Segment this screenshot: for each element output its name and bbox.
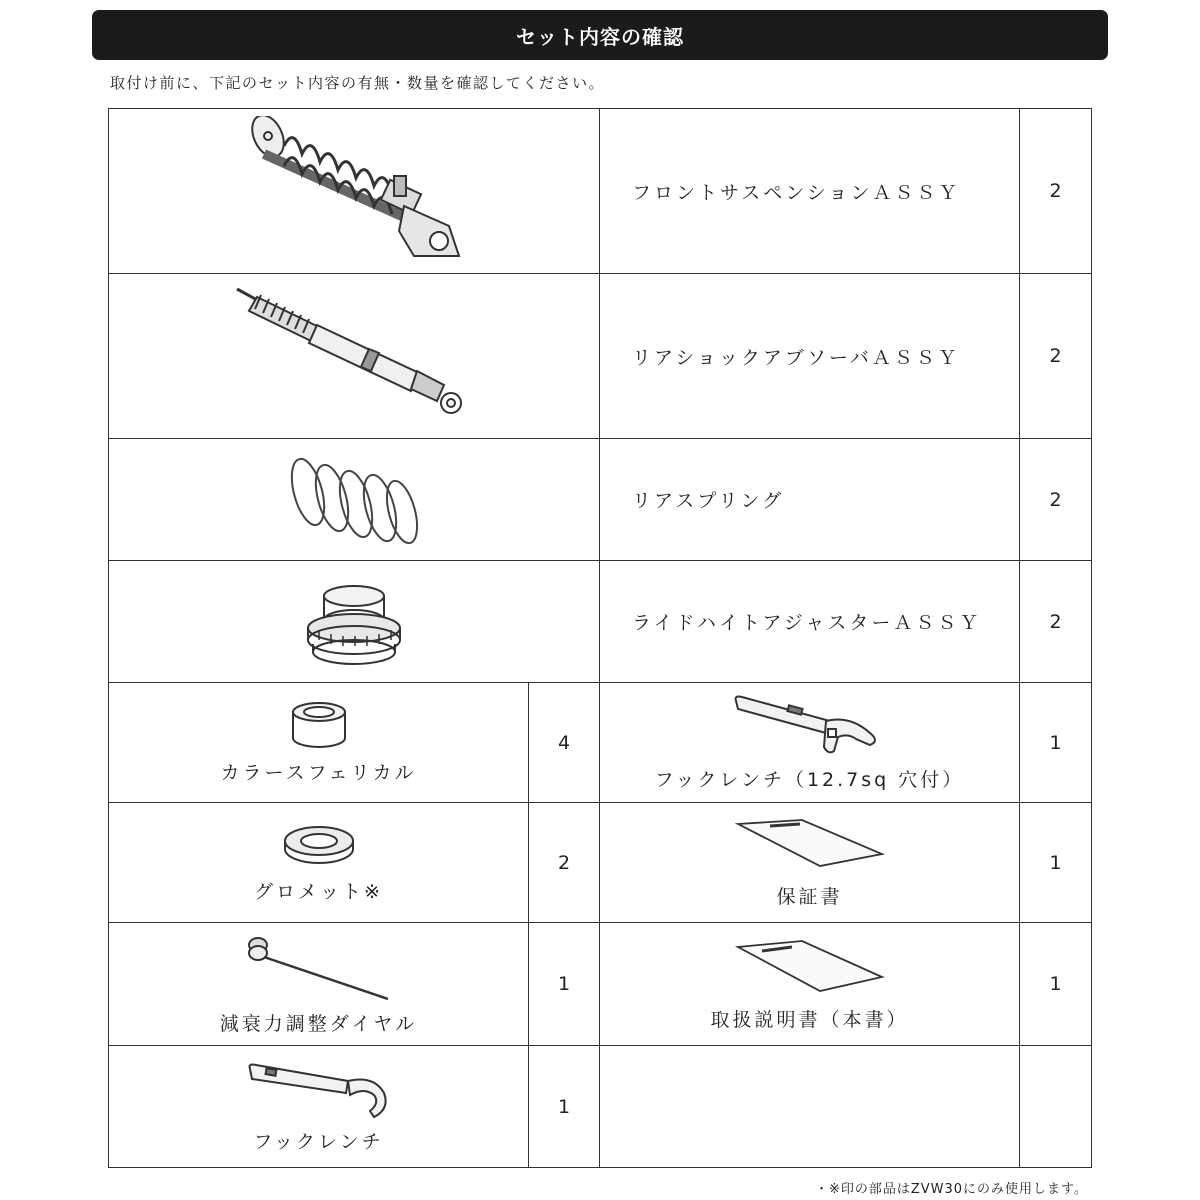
- hook-wrench-sq-cell: [599, 682, 1020, 803]
- front-suspension-image-cell: [108, 108, 600, 274]
- manual-document-icon: [730, 937, 890, 999]
- rear-absorber-name-cell: [599, 273, 1020, 439]
- part-qty: 2: [557, 851, 571, 874]
- manual-cell: [599, 922, 1020, 1046]
- front-suspension-icon: [234, 116, 474, 266]
- rear-absorber-qty-cell: [1019, 273, 1092, 439]
- part-name: フロントサスペンションＡＳＳＹ: [632, 181, 961, 204]
- parts-table: [108, 108, 1092, 1168]
- collar-cell: [108, 682, 529, 803]
- ride-height-image-cell: [108, 560, 600, 683]
- ride-height-name-cell: [599, 560, 1020, 683]
- part-qty: 1: [557, 1095, 571, 1118]
- hook-wrench-cell: [108, 1045, 529, 1168]
- empty-name-cell: [599, 1045, 1020, 1168]
- hook-wrench-icon: [244, 1059, 394, 1121]
- part-name: グロメット※: [254, 881, 383, 903]
- part-name: 減衰力調整ダイヤル: [219, 1012, 418, 1035]
- grommet-icon: [279, 821, 359, 871]
- part-name: ライドハイトアジャスターＡＳＳＹ: [632, 612, 982, 634]
- hook-wrench-sq-icon: [730, 693, 890, 759]
- damping-dial-cell: [108, 922, 529, 1046]
- part-qty: 2: [1049, 488, 1062, 511]
- part-qty: 1: [557, 973, 571, 995]
- collar-qty-cell: [528, 682, 600, 803]
- warranty-cell: [599, 802, 1020, 923]
- hook-wrench-qty-cell: [528, 1045, 600, 1168]
- footnote: ・※印の部品はZVW30にのみ使用します。: [814, 1182, 1088, 1197]
- part-name: フックレンチ: [253, 1131, 384, 1153]
- front-suspension-name-cell: [599, 108, 1020, 274]
- part-qty: 2: [1049, 345, 1062, 367]
- part-name: フックレンチ（12.7sq 穴付）: [654, 769, 965, 791]
- rear-shock-absorber-icon: [229, 281, 479, 431]
- ride-height-adjuster-icon: [299, 574, 409, 670]
- part-name: リアスプリング: [632, 490, 785, 512]
- front-suspension-qty-cell: [1019, 108, 1092, 274]
- intro-text: 取付け前に、下記のセット内容の有無・数量を確認してください。: [110, 74, 606, 92]
- grommet-cell: [108, 802, 529, 923]
- warranty-qty-cell: [1019, 802, 1092, 923]
- empty-qty-cell: [1019, 1045, 1092, 1168]
- part-qty: 2: [1049, 610, 1062, 633]
- rear-spring-image-cell: [108, 438, 600, 561]
- part-qty: 1: [1049, 731, 1062, 754]
- section-title-bar: [92, 10, 1108, 60]
- part-name: 取扱説明書（本書）: [710, 1008, 909, 1031]
- ride-height-qty-cell: [1019, 560, 1092, 683]
- part-name: リアショックアブソーバＡＳＳＹ: [632, 346, 960, 369]
- part-qty: 1: [1049, 973, 1062, 995]
- collar-icon: [287, 700, 351, 752]
- damping-dial-qty-cell: [528, 922, 600, 1046]
- rear-spring-name-cell: [599, 438, 1020, 561]
- part-qty: 2: [1049, 180, 1062, 202]
- coil-spring-icon: [284, 452, 424, 548]
- damping-dial-icon: [244, 933, 394, 1003]
- part-qty: 4: [557, 731, 571, 754]
- manual-qty-cell: [1019, 922, 1092, 1046]
- part-qty: 1: [1049, 851, 1062, 874]
- rear-absorber-image-cell: [108, 273, 600, 439]
- warranty-document-icon: [730, 816, 890, 876]
- hook-wrench-sq-qty-cell: [1019, 682, 1092, 803]
- grommet-qty-cell: [528, 802, 600, 923]
- rear-spring-qty-cell: [1019, 438, 1092, 561]
- page-title: セット内容の確認: [516, 24, 684, 49]
- part-name: 保証書: [776, 886, 843, 908]
- part-name: カラースフェリカル: [220, 762, 417, 784]
